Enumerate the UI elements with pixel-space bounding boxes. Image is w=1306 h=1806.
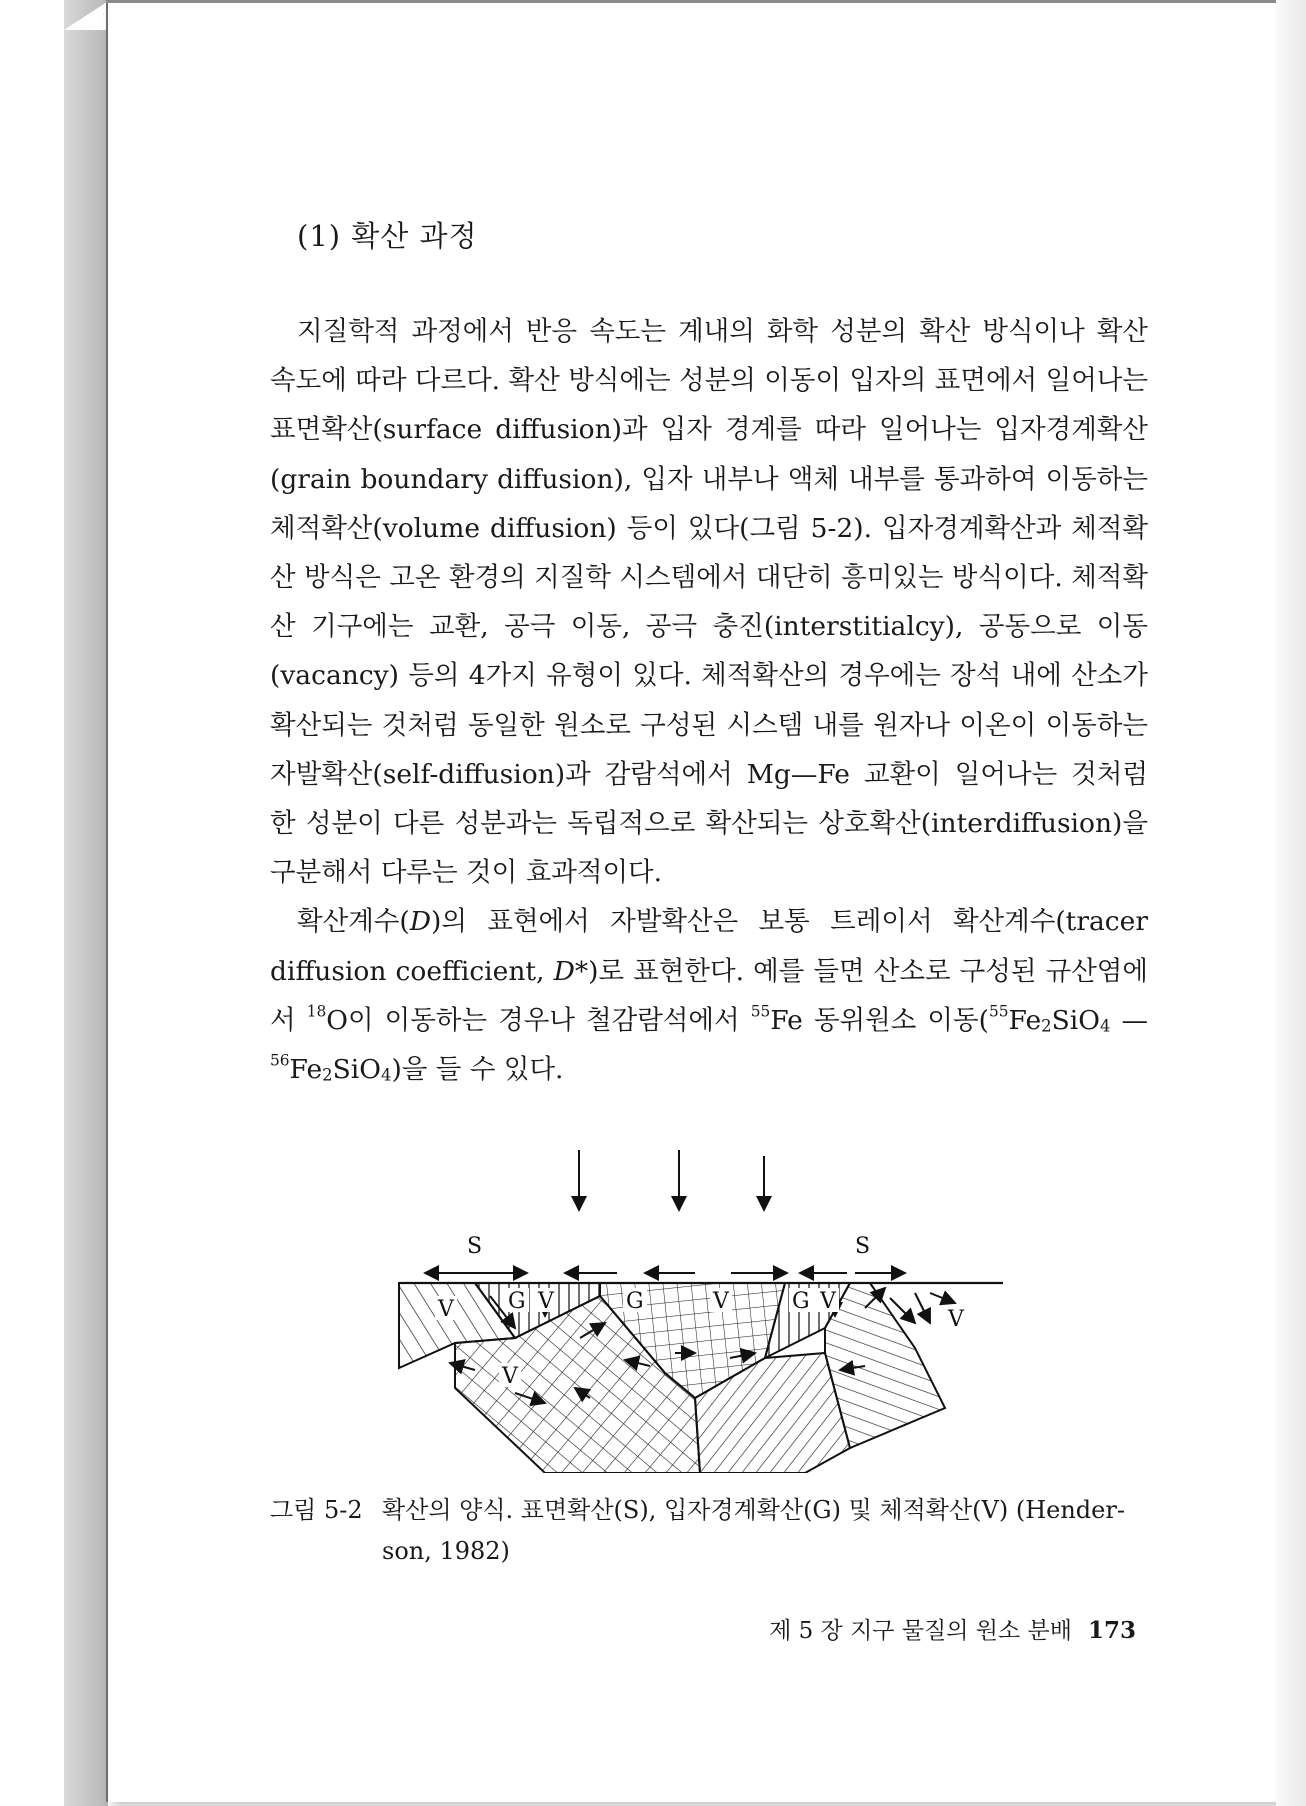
figure-caption [270, 1490, 1150, 1572]
caption-line-1: 확산의 양식. 표면확산(S), 입자경계확산(G) 및 체적확산(V) (Hender- [382, 1496, 1125, 1524]
diffusion-modes-figure [395, 1148, 1015, 1473]
label-g-1: G [508, 1289, 526, 1314]
label-v-3: V [713, 1289, 729, 1314]
caption-line-2: son, 1982) [382, 1537, 510, 1565]
grains [399, 1283, 945, 1473]
paragraph-diffusion-process: 지질학적 과정에서 반응 속도는 계내의 화학 성분의 확산 방식이나 확산 속도에 따라 다르다. 확산 방식에는 성분의 이동이 입자의 표면에서 일어나는 표면확산(surface diffusion)과 입자 경계를 따라 일어나는 입자경계확산(grain boundary diffusion), 입자 내부나 액체 내부를 통과하여 이동하는 체적확산(volume diffusion) 등이 있다(그림 5-2). 입자경계확산과 체적확산 방식은 고온 환경의 지질학 시스템에서 대단히 흥미있는 방식이다. 체적확산 기구에는 교환, 공극 이동, 공극 충진(interstitialcy), 공동으로 이동(vacancy) 등의 4가지 유형이 있다. 체적확산의 경우에는 장석 내에 산소가 확산되는 것처럼 동일한 원소로 구성된 시스템 내를 원자나 이온이 이동하는 자발확산(self-diffusion)과 감람석에서 Mg—Fe 교환이 일어나는 것처럼 한 성분이 다른 성분과는 독립적으로 확산되는 상호확산(interdiffusion)을 구분해서 다루는 것이 효과적이다. [270, 316, 1148, 889]
book-spine [64, 0, 108, 1806]
label-v-4: V [820, 1289, 836, 1314]
label-v-2: V [538, 1289, 554, 1314]
paragraph-diffusion-coefficient: 확산계수(D)의 표현에서 자발확산은 보통 트레이서 확산계수(tracer diffusion coefficient, D*)로 표현한다. 예를 들면 산소로 구성된 규산염에서 $^{18}$O이 이동하는 경우나 철감람석에서 $^{55}$Fe 동위원소 이동($^{55}Fe_2SiO_4$ $—^{56}Fe_2SiO_4$)을 들 수 있다. [270, 906, 1149, 1086]
body-text [270, 307, 1148, 1094]
caption-label: 그림 5-2 [270, 1496, 363, 1524]
label-g-2: G [626, 1289, 644, 1314]
incoming-arrows [579, 1150, 764, 1210]
label-v-5: V [948, 1307, 964, 1332]
section-title: (1) 확산 과정 [297, 219, 478, 253]
page-footer [769, 1612, 1136, 1645]
page-top-edge [106, 0, 1282, 3]
label-v-6: V [502, 1364, 518, 1389]
label-g-3: G [792, 1289, 810, 1314]
label-v-1: V [438, 1297, 454, 1322]
footer-chapter: 제 5 장 지구 물질의 원소 분배 [769, 1618, 1072, 1644]
label-s-left: S [467, 1234, 483, 1259]
label-s-right: S [855, 1234, 871, 1259]
page-right-shadow [1276, 0, 1306, 1806]
page-number: 173 [1087, 1617, 1136, 1644]
